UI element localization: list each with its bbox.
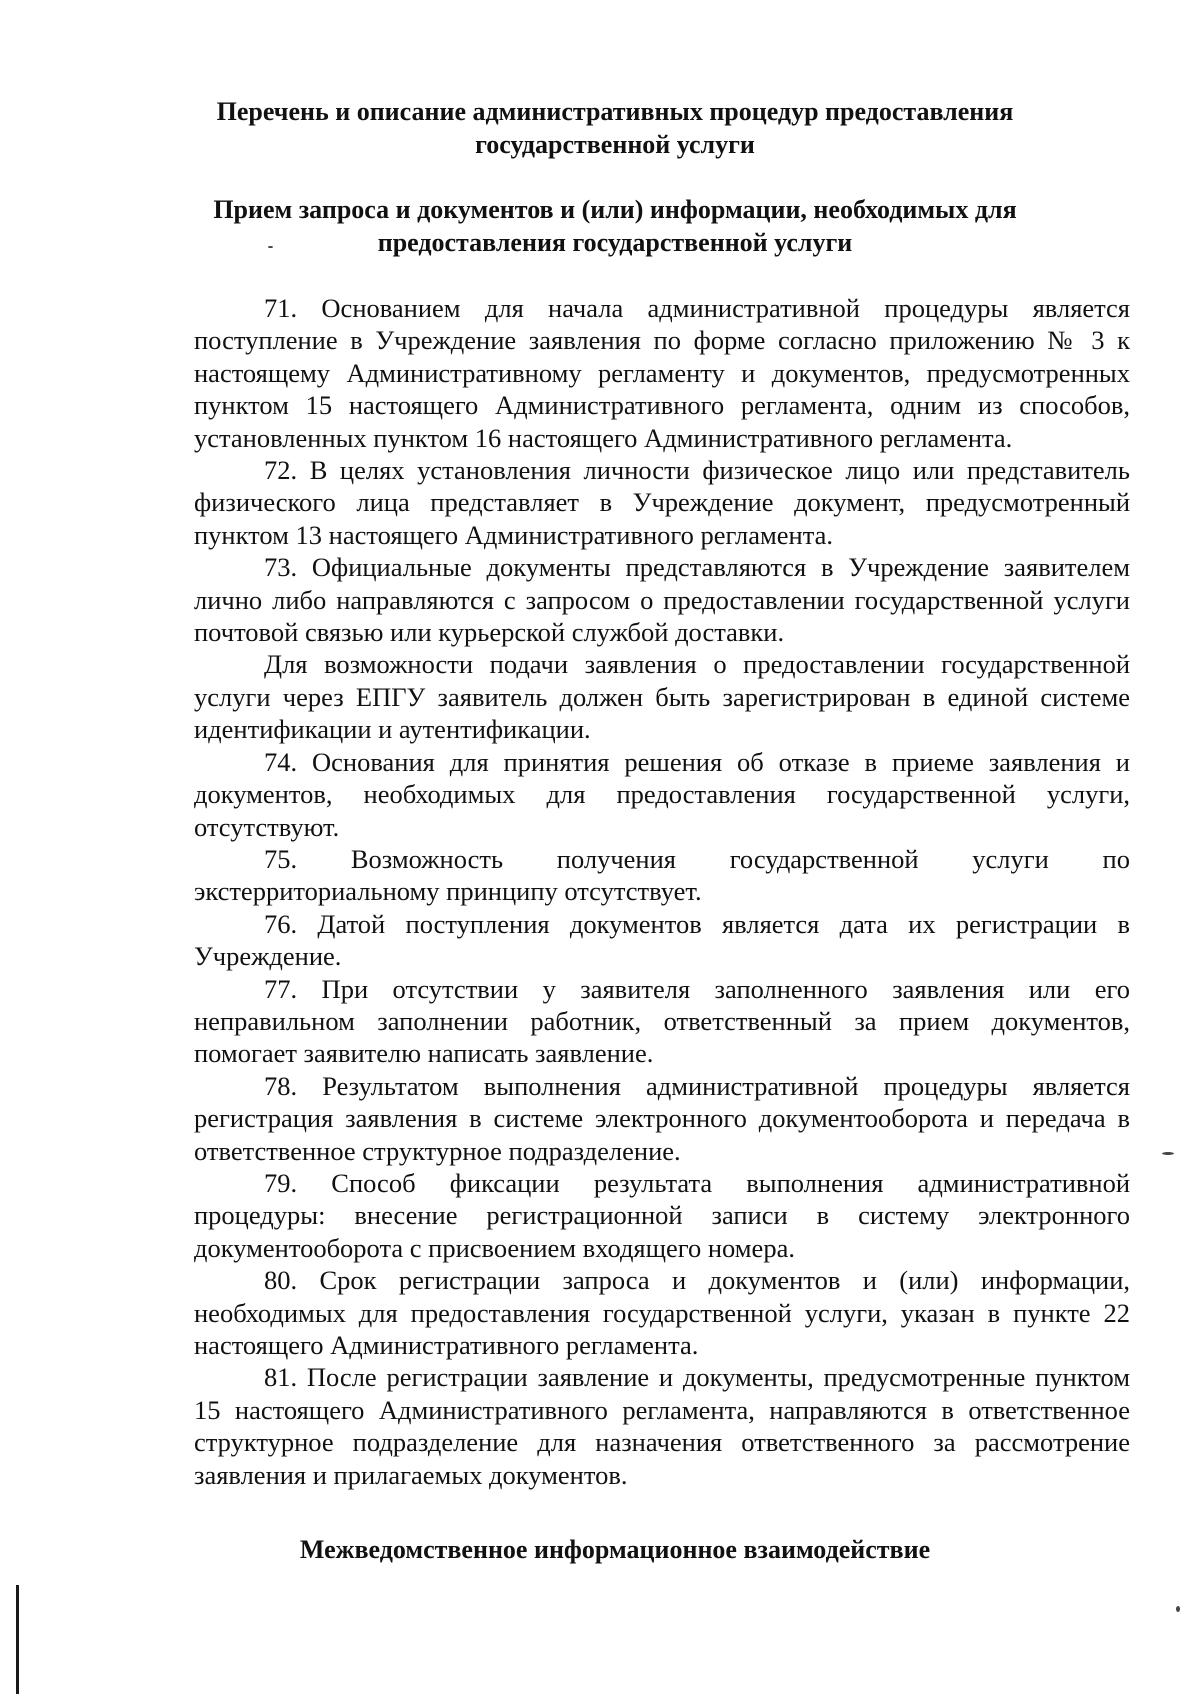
scan-speck xyxy=(268,246,273,248)
paragraph-78: 78. Результатом выполнения административной процедуры является регистрация заявления в системе электронного документооборота и передача в ответственное структурное подразделение. xyxy=(194,1070,1130,1166)
paragraph-73: 73. Официальные документы представляются в Учреждение заявителем лично либо направляются с запросом о предоставлении государственной услуги почтовой связью или курьерской службой доставки. xyxy=(194,552,1130,648)
section-heading: Перечень и описание административных процедур предоставления государственной услуги xyxy=(216,97,1014,159)
subsection-heading: Прием запроса и документов и (или) информации, необходимых для предоставления государственной услуги xyxy=(213,195,1017,257)
paragraph-79: 79. Способ фиксации результата выполнения административной процедуры: внесение регистрационной записи в систему электронного документооборота с присвоением входящего номера. xyxy=(194,1167,1130,1263)
paragraph-74: 74. Основания для принятия решения об отказе в приеме заявления и документов, необходимых для предоставления государственной услуги, отсутствуют. xyxy=(194,746,1130,842)
next-section-heading: Межведомственное информационное взаимодействие xyxy=(299,1535,931,1564)
paragraph-76: 76. Датой поступления документов является дата их регистрации в Учреждение. xyxy=(194,908,1130,972)
scan-edge-line xyxy=(16,1585,19,1694)
scan-speck xyxy=(1176,1606,1180,1612)
paragraph-75: 75. Возможность получения государственной услуги по экстерриториальному принципу отсутствует. xyxy=(194,843,1130,907)
paragraph-77: 77. При отсутствии у заявителя заполненного заявления или его неправильном заполнении работник, ответственный за прием документов, помогает заявителю написать заявление. xyxy=(194,973,1130,1069)
paragraph-73-continuation: Для возможности подачи заявления о предоставлении государственной услуги через ЕПГУ заявитель должен быть зарегистрирован в единой системе идентификации и аутентификации. xyxy=(194,649,1130,745)
scan-speck xyxy=(1162,1152,1174,1155)
document-body xyxy=(194,292,1130,1491)
paragraph-81: 81. После регистрации заявление и документы, предусмотренные пунктом 15 настоящего Административного регламента, направляются в ответственное структурное подразделение для назначения ответственного за рассмотрение заявления и прилагаемых документов. xyxy=(194,1362,1130,1490)
paragraph-72: 72. В целях установления личности физическое лицо или представитель физического лица представляет в Учреждение документ, предусмотренный пунктом 13 настоящего Административного регламента. xyxy=(194,455,1130,550)
paragraph-80: 80. Срок регистрации запроса и документов и (или) информации, необходимых для предоставления государственной услуги, указан в пункте 22 настоящего Административного регламента. xyxy=(194,1265,1130,1360)
paragraph-71: 71. Основанием для начала административной процедуры является поступление в Учреждение заявления по форме согласно приложению № 3 к настоящему Административному регламенту и документов, предусмотренных пунктом 15 настоящего Административного регламента, одним из способов, установленных пунктом 16 настоящего Административного регламента. xyxy=(194,293,1130,453)
